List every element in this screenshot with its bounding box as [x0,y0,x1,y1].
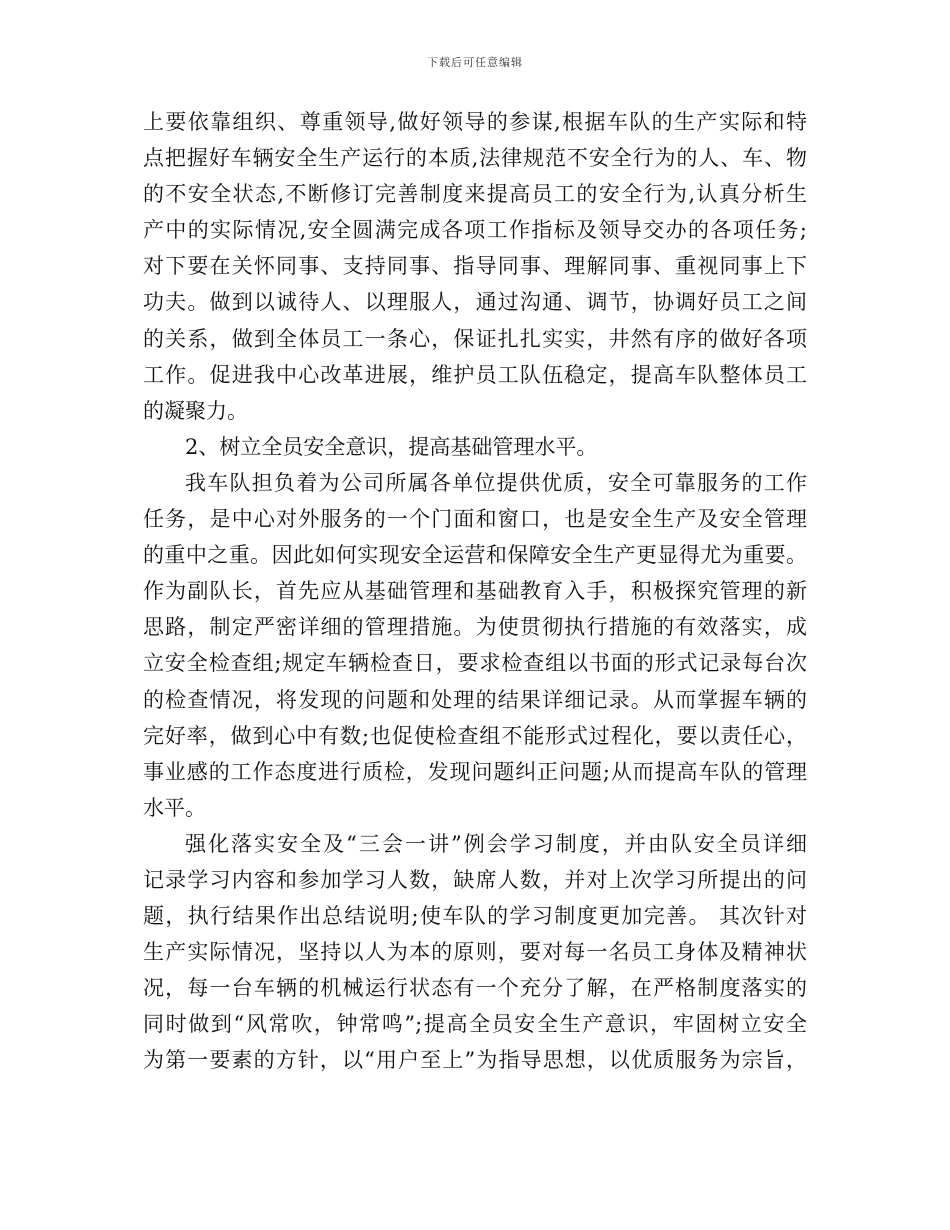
text-line: 生产实际情况，坚持以人为本的原则，要对每一名员工身体及精神状 [143,940,807,965]
text-line: 对下要在关怀同事、支持同事、指导同事、理解同事、重视同事上下 [143,254,807,279]
text-line: 立安全检查组;规定车辆检查日，要求检查组以书面的形式记录每台次 [143,651,807,676]
text-line: 强化落实安全及“三会一讲”例会学习制度，并由队安全员详细 [185,831,807,856]
text-line: 作为副队长，首先应从基础管理和基础教育入手，积极探究管理的新 [143,579,807,604]
text-line: 事业感的工作态度进行质检，发现问题纠正问题;从而提高车队的管理 [143,759,807,784]
text-line: 产中的实际情况,安全圆满完成各项工作指标及领导交办的各项任务; [143,218,807,243]
text-line: 的重中之重。因此如何实现安全运营和保障安全生产更显得尤为重要。 [143,543,807,568]
text-line: 功夫。做到以诚待人、以理服人，通过沟通、调节，协调好员工之间 [143,290,807,315]
text-line: 的凝聚力。 [143,398,248,423]
text-line: 上要依靠组织、尊重领导,做好领导的参谋,根据车队的生产实际和特 [143,110,807,134]
text-line: 的关系，做到全体员工一条心，保证扎扎实实，井然有序的做好各项 [143,326,807,351]
text-line: 水平。 [143,795,206,820]
body-text [143,104,807,1079]
text-line: 工作。促进我中心改革进展，维护员工队伍稳定，提高车队整体员工 [143,362,807,387]
text-line: 的不安全状态,不断修订完善制度来提高员工的安全行为,认真分析生 [143,182,807,207]
text-line: 同时做到“风常吹，钟常鸣”;提高全员安全生产意识，牢固树立安全 [143,1012,807,1037]
text-line: 的检查情况，将发现的问题和处理的结果详细记录。从而掌握车辆的 [143,687,807,712]
text-line: 题，执行结果作出总结说明;使车队的学习制度更加完善。 其次针对 [143,904,807,929]
text-line: 思路，制定严密详细的管理措施。为使贯彻执行措施的有效落实，成 [143,615,807,640]
text-line: 2、树立全员安全意识，提高基础管理水平。 [185,434,598,459]
text-line: 点把握好车辆安全生产运行的本质,法律规范不安全行为的人、车、物 [143,146,807,171]
text-line: 我车队担负着为公司所属各单位提供优质，安全可靠服务的工作 [185,470,807,495]
text-line: 任务，是中心对外服务的一个门面和窗口，也是安全生产及安全管理 [143,507,807,532]
text-line: 记录学习内容和参加学习人数，缺席人数，并对上次学习所提出的问 [143,867,807,892]
text-line: 为第一要素的方针，以“用户至上”为指导思想，以优质服务为宗旨， [143,1048,807,1073]
text-line: 完好率，做到心中有数;也促使检查组不能形式过程化，要以责任心， [143,723,807,748]
text-line: 况，每一台车辆的机械运行状态有一个充分了解，在严格制度落实的 [143,976,807,1001]
page-header: 下载后可任意编辑 [427,56,523,69]
